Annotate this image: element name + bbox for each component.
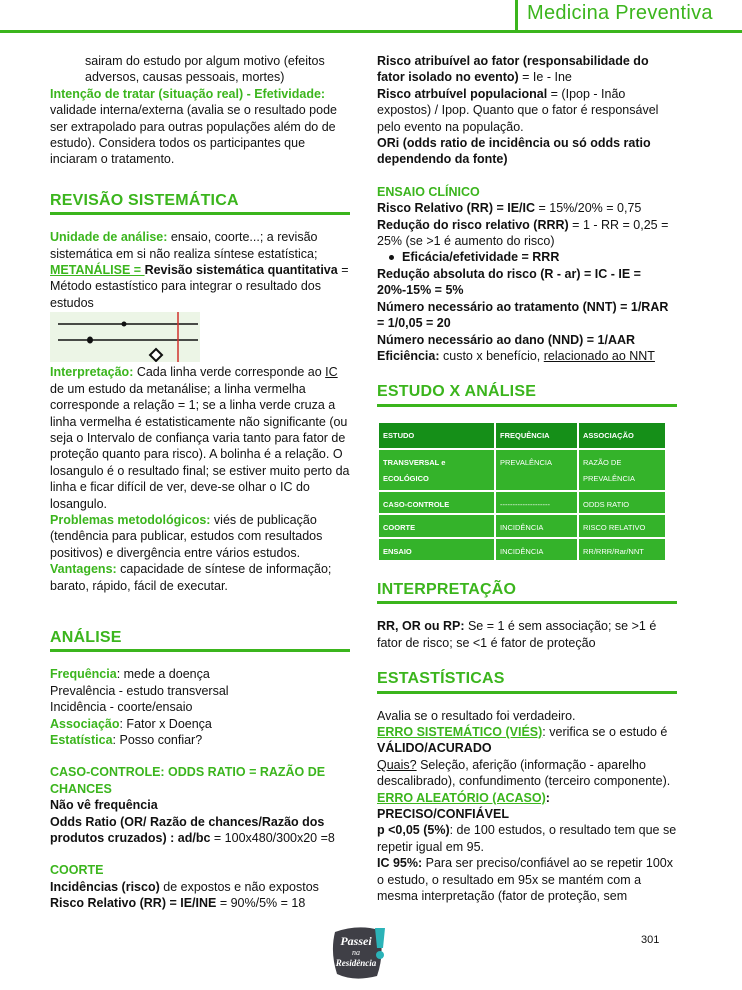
rap-bold: Risco atrbuível populacional: [377, 86, 548, 101]
table-header-row: [378, 422, 666, 449]
interpretacao-rr-text: Se = 1 é sem associação; se >1 é fator de risco; se <1 é fator de proteção: [377, 619, 657, 650]
incidencia-line: Incidência - coorte/ensaio: [50, 700, 193, 715]
odds-ratio-bold: Odds Ratio (OR/ Razão de chances/Razão dos produtos cruzados) : ad/bc: [50, 814, 325, 846]
eficacia-text: Eficácia/efetividade = RRR: [402, 250, 560, 265]
eficiencia-line: [377, 348, 677, 364]
header-rule: [0, 30, 742, 33]
table-header-cell: ASSOCIAÇÃO: [578, 422, 666, 449]
erro-aleatorio-paragraph: [377, 790, 677, 823]
bullet-icon: [389, 255, 394, 260]
coorte-line2-bold: Risco Relativo (RR) = IE/INE: [50, 896, 217, 911]
continuation-text: sairam do estudo por algum motivo (efeitos adversos, causas pessoais, mortes): [85, 54, 325, 85]
caso-controle-line1: Não vê frequência: [50, 798, 158, 813]
unidade-text: ensaio, coorte...; a revisão sistemática em si não realiza síntese estatística;: [50, 230, 318, 261]
passei-na-residencia-logo: [327, 922, 389, 984]
vantagens-paragraph: [50, 561, 350, 594]
odds-ratio-text: = 100x480/300x20 =8: [210, 831, 335, 846]
estatistica-line: [50, 732, 350, 748]
caso-controle-line2: [50, 814, 350, 847]
rar2-line: Redução absoluta do risco (R - ar) = IC - IE = 20%-15% = 5%: [377, 266, 641, 298]
coorte-line1: [50, 879, 350, 895]
coorte-line2: [50, 895, 350, 911]
rap-paragraph: [377, 86, 677, 135]
table-cell: CASO-CONTROLE: [378, 491, 495, 514]
table-cell: COORTE: [378, 514, 495, 537]
prevalencia-line: Prevalência - estudo transversal: [50, 683, 229, 698]
erro-sistematico-bold: VÁLIDO/ACURADO: [377, 741, 492, 756]
associacao-label: Associação: [50, 716, 120, 731]
rrr-bold: Redução do risco relativo (RRR): [377, 217, 569, 232]
section-heading-estudo: ESTUDO X ANÁLISE: [377, 384, 677, 406]
associacao-line: [50, 716, 350, 732]
table-cell: ODDS RATIO: [578, 491, 666, 514]
table-cell: PREVALÊNCIA: [495, 449, 578, 491]
p-valor-bold: p <0,05 (5%): [377, 823, 450, 838]
estatistica-text: : Posso confiar?: [112, 733, 203, 747]
itt-label: Intenção de tratar (situação real) - Efetividade:: [50, 86, 326, 101]
quais-text: Seleção, aferição (informação - aparelho descalibrado), confundimento (terceiro componente).: [377, 757, 671, 789]
left-column: [50, 53, 350, 912]
quais-paragraph: [377, 757, 677, 790]
table-header-cell: FREQUÊNCIA: [495, 422, 578, 449]
section-heading-revisao: REVISÃO SISTEMÁTICA: [50, 193, 350, 215]
section-heading-analise: ANÁLISE: [50, 630, 350, 652]
problemas-label: Problemas metodológicos:: [50, 512, 211, 527]
logo-badge-svg: [327, 922, 389, 984]
logo-line-1: Passei: [340, 934, 372, 948]
metanalise-text: = Método estastístico para integrar o resultado dos estudos: [50, 263, 349, 310]
frequencia-line: [50, 666, 350, 682]
forest-plot-image: [50, 312, 200, 362]
rrr-text: = 1 - RR = 0,25 = 25% (se >1 é aumento do risco): [377, 217, 669, 249]
rr-text: = 15%/20% = 0,75: [535, 201, 642, 216]
header-title: Medicina Preventiva: [527, 2, 713, 24]
nnd-line: Número necessário ao dano (NND) = 1/AAR: [377, 332, 636, 347]
estatistica-label: Estatística: [50, 733, 113, 747]
coorte-line2-text: = 90%/5% = 18: [216, 896, 306, 911]
eficiencia-label: Eficiência:: [377, 348, 440, 363]
vantagens-text: capacidade de síntese de informação; barato, rápido, fácil de executar.: [50, 562, 332, 593]
ensaio-heading: ENSAIO CLÍNICO: [377, 184, 480, 199]
eficacia-bullet: [377, 249, 677, 265]
estatisticas-intro: Avalia se o resultado foi verdadeiro.: [377, 708, 576, 723]
erro-sistematico-paragraph: [377, 724, 677, 757]
table-row: [378, 538, 666, 561]
rar-text: = Ie - Ine: [518, 70, 572, 85]
p-valor-paragraph: [377, 822, 677, 855]
section-heading-interpretacao: INTERPRETAÇÃO: [377, 582, 677, 604]
table-row: [378, 491, 666, 514]
interpretacao-rr-label: RR, OR ou RP:: [377, 619, 465, 634]
unidade-paragraph: [50, 229, 350, 262]
erro-sistematico-label: ERRO SISTEMÁTICO (VIÉS): [377, 724, 543, 739]
logo-line-2: na: [352, 948, 360, 957]
ori-paragraph: ORi (odds ratio de incidência ou só odds ratio dependendo da fonte): [377, 136, 651, 167]
ic95-bold: IC 95%:: [377, 856, 423, 871]
page-number: 301: [641, 934, 660, 946]
ic95-paragraph: [377, 855, 677, 904]
interpretacao-ic: IC: [325, 365, 338, 380]
coorte-heading: COORTE: [50, 863, 104, 878]
ic95-text: Para ser preciso/confiável ao se repetir 100x o estudo, o resultado em 95x se mantém com a mesma interpretação (fator de proteção, sem: [377, 856, 673, 904]
nnt-line: Número necessário ao tratamento (NNT) = 1/RAR = 1/0,05 = 20: [377, 299, 669, 331]
erro-aleatorio-label: ERRO ALEATÓRIO (ACASO): [377, 790, 546, 805]
itt-text: validade interna/externa (avalia se o resultado pode ser extrapolado para outras populações além do de estudo). Considera todos os participantes que inciaram o tratamento.: [50, 103, 337, 167]
problemas-text: viés de publicação (tendência para publicar, estudos com resultados positivos) e divergência entre vários estudos.: [50, 512, 323, 560]
pooled-diamond: [150, 349, 162, 361]
coorte-line1-bold: Incidências (risco): [50, 879, 160, 894]
erro-sistematico-text: : verifica se o estudo é: [542, 724, 668, 739]
table-header-cell: ESTUDO: [378, 422, 495, 449]
coorte-line1-text: de expostos e não expostos: [159, 879, 319, 894]
study-point-2: [87, 337, 93, 344]
table-row: [378, 514, 666, 537]
table-cell: INCIDÊNCIA: [495, 538, 578, 561]
rap-text: = (Ipop - Inão expostos) / Ipop. Quanto que o fator é responsável pelo evento na população.: [377, 86, 659, 134]
metanalise-label: METANÁLISE =: [50, 263, 145, 278]
unidade-label: Unidade de análise:: [50, 230, 168, 245]
table-cell: RAZÃO DE PREVALÊNCIA: [578, 449, 666, 491]
itt-paragraph: [50, 86, 350, 168]
interpretacao-label: Interpretação:: [50, 365, 134, 380]
problemas-paragraph: [50, 512, 350, 561]
rr-bold: Risco Relativo (RR) = IE/IC: [377, 201, 536, 216]
rar-paragraph: [377, 53, 677, 86]
quais-label: Quais?: [377, 757, 417, 772]
table-cell: --------------------: [495, 491, 578, 514]
vantagens-label: Vantagens:: [50, 562, 117, 577]
interpretacao-text-b: de um estudo da metanálise; a linha vermelha corresponde a relação = 1; se a linha verde cruza a linha vermelha é estatisticamente não significante (ou seja o Intervalo de confiança varia tanto para fator de proteção quanto para risco). A bolinha é a relação. O losangulo é o resultado final; se estiver muito perto da linha e ficar difícil de ver, deve-se olhar o IC do losangulo.: [50, 381, 350, 511]
p-valor-text: : de 100 estudos, o resultado tem que se repetir igual em 95.: [377, 823, 677, 854]
interpretacao-rr-paragraph: [377, 618, 677, 651]
eficiencia-underlined: relacionado ao NNT: [543, 348, 655, 363]
rar-bold: Risco atribuível ao fator (responsabilidade do fator isolado no evento): [377, 54, 649, 85]
interpretacao-text-a: Cada linha verde corresponde ao: [133, 365, 326, 380]
table-cell: INCIDÊNCIA: [495, 514, 578, 537]
study-point-1: [122, 322, 127, 327]
table-row: [378, 449, 666, 491]
erro-aleatorio-bold: : PRECISO/CONFIÁVEL: [377, 790, 550, 821]
table-cell: RR/RRR/Rar/NNT: [578, 538, 666, 561]
table-cell: RISCO RELATIVO: [578, 514, 666, 537]
eficiencia-text: custo x benefício,: [439, 348, 544, 363]
caso-controle-heading: CASO-CONTROLE: ODDS RATIO = RAZÃO DE CHANCES: [50, 765, 326, 796]
associacao-text: : Fator x Doença: [119, 716, 212, 731]
frequencia-text: : mede a doença: [116, 667, 210, 682]
section-heading-estatisticas: ESTASTÍSTICAS: [377, 671, 677, 693]
metanalise-bold: Revisão sistemática quantitativa: [144, 263, 338, 278]
rr-line: [377, 200, 677, 216]
frequencia-label: Frequência: [50, 667, 117, 682]
forest-plot-svg: [50, 312, 200, 362]
interpretacao-paragraph: [50, 364, 350, 512]
table-cell: ENSAIO: [378, 538, 495, 561]
estudo-analise-table: [377, 421, 667, 562]
right-column: [377, 53, 677, 904]
logo-line-3: Residência: [335, 958, 377, 968]
metanalise-paragraph: [50, 262, 350, 311]
rrr-line: [377, 217, 677, 250]
table-cell: TRANSVERSAL e ECOLÓGICO: [378, 449, 495, 491]
